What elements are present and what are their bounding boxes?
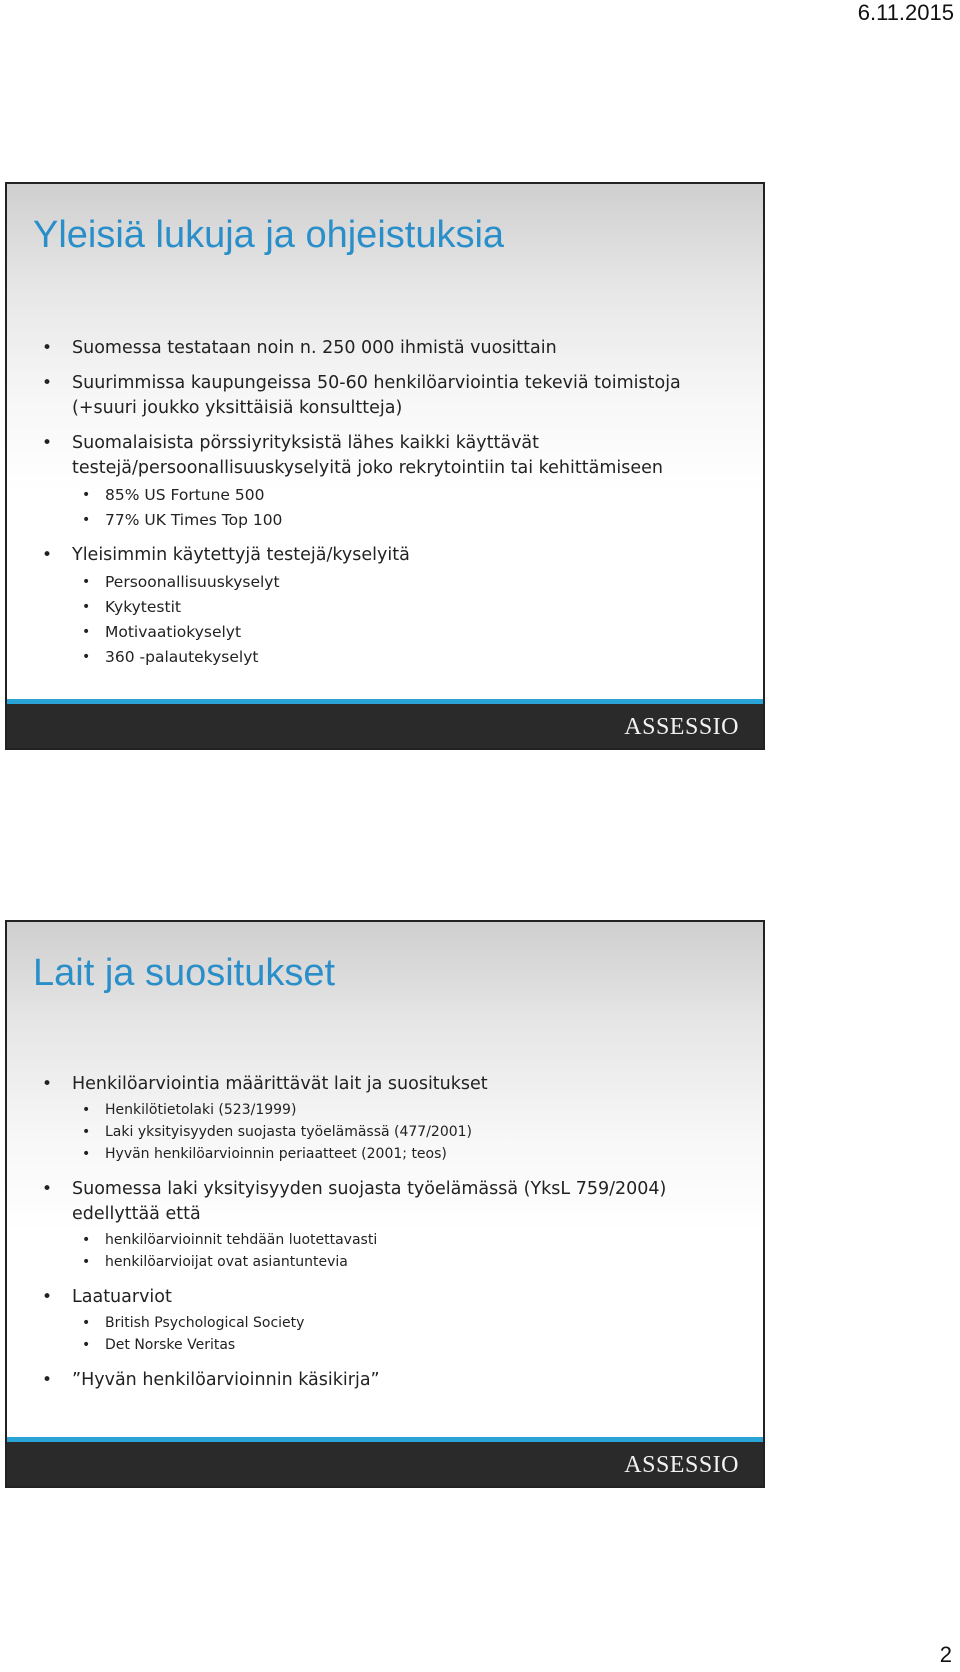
bullet-list <box>35 336 743 670</box>
slide-2 <box>5 920 765 1488</box>
slide-body <box>35 336 743 680</box>
slide-body <box>35 1072 743 1405</box>
bullet-item <box>35 431 743 533</box>
sub-bullet-list <box>72 570 743 670</box>
sub-bullet-item: • Persoonallisuuskyselyt <box>72 570 743 595</box>
slide-title: Yleisiä lukuja ja ohjeistuksia <box>33 214 505 256</box>
sub-bullet-list <box>72 483 743 533</box>
sub-bullet-item: • Kykytestit <box>72 595 743 620</box>
page-number: 2 <box>939 1642 952 1667</box>
bullet-item <box>35 1368 743 1393</box>
bullet-item <box>35 1072 743 1165</box>
bullet-item <box>35 1177 743 1273</box>
sub-bullet-item: • Laki yksityisyyden suojasta työelämässä (477/2001) <box>72 1121 743 1143</box>
bullet-list <box>35 1072 743 1393</box>
sub-bullet-item: • Motivaatiokyselyt <box>72 620 743 645</box>
bullet-item <box>35 1285 743 1356</box>
sub-bullet-item: • 85% US Fortune 500 <box>72 483 743 508</box>
bullet-text: Yleisimmin käytettyjä testejä/kyselyitä <box>72 545 410 565</box>
bullet-text: Suurimmissa kaupungeissa 50-60 henkilöarviointia tekeviä toimistoja (+suuri joukko yksittäisiä konsultteja) <box>72 373 681 418</box>
bullet-text: Suomessa testataan noin n. 250 000 ihmistä vuosittain <box>72 338 557 358</box>
sub-bullet-item: • Henkilötietolaki (523/1999) <box>72 1099 743 1121</box>
bullet-item <box>35 371 743 421</box>
sub-bullet-item: • 77% UK Times Top 100 <box>72 508 743 533</box>
assessio-logo: ASSESSIO <box>624 1452 739 1478</box>
bullet-item <box>35 543 743 670</box>
bullet-text: ”Hyvän henkilöarvioinnin käsikirja” <box>72 1370 380 1390</box>
slide-footer-bar <box>7 699 763 748</box>
sub-bullet-list <box>72 1312 743 1356</box>
sub-bullet-item: • Hyvän henkilöarvioinnin periaatteet (2001; teos) <box>72 1143 743 1165</box>
sub-bullet-item: • Det Norske Veritas <box>72 1334 743 1356</box>
slide-title: Lait ja suositukset <box>33 952 336 994</box>
sub-bullet-item: • henkilöarvioinnit tehdään luotettavasti <box>72 1229 743 1251</box>
bullet-text: Suomalaisista pörssiyrityksistä lähes kaikki käyttävät testejä/persoonallisuuskyselyitä joko rekrytointiin tai kehittämiseen <box>72 433 663 478</box>
slide-1 <box>5 182 765 750</box>
sub-bullet-list <box>72 1099 743 1165</box>
sub-bullet-item: • 360 -palautekyselyt <box>72 645 743 670</box>
bullet-item <box>35 336 743 361</box>
assessio-logo: ASSESSIO <box>624 714 739 740</box>
sub-bullet-item: • henkilöarvioijat ovat asiantuntevia <box>72 1251 743 1273</box>
bullet-text: Suomessa laki yksityisyyden suojasta työelämässä (YksL 759/2004) edellyttää että <box>72 1179 667 1224</box>
slide-footer-bar <box>7 1437 763 1486</box>
page-date: 6.11.2015 <box>857 0 954 25</box>
bullet-text: Henkilöarviointia määrittävät lait ja suositukset <box>72 1074 488 1094</box>
sub-bullet-item: • British Psychological Society <box>72 1312 743 1334</box>
sub-bullet-list <box>72 1229 743 1273</box>
bullet-text: Laatuarviot <box>72 1287 172 1307</box>
